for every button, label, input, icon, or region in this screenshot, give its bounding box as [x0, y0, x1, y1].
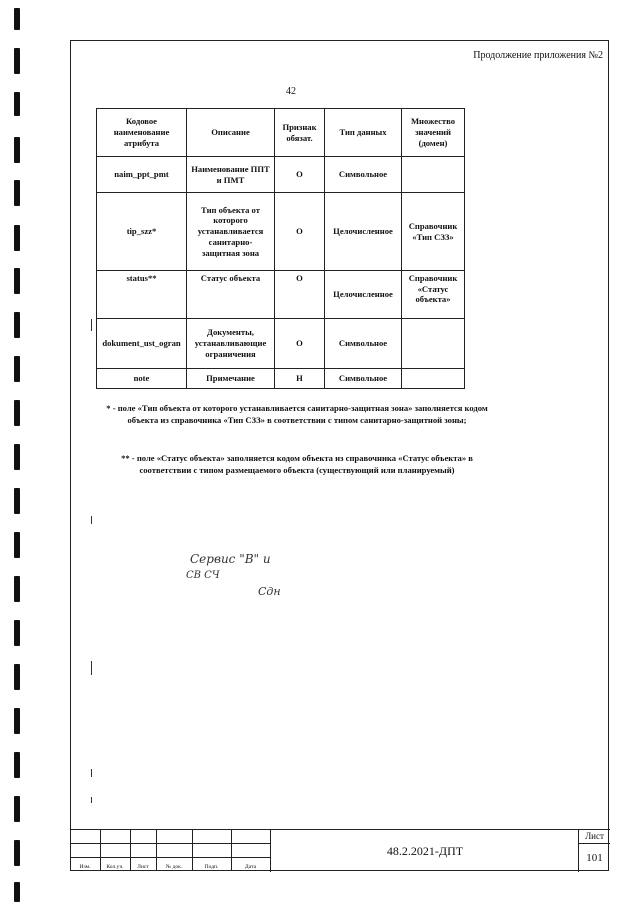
- footnote-2: ** - поле «Статус объекта» заполняется кодом объекта из справочника «Статус объекта» в соответствии с типом размещаемого объекта (существующий или планируемый): [121, 453, 473, 476]
- header-mandatory: Признак обязат.: [275, 109, 325, 157]
- attribute-table: [96, 108, 465, 389]
- cell-code: dokument_ust_ogran: [97, 319, 187, 369]
- cell-code: status**: [97, 271, 187, 319]
- footnote-1: * - поле «Тип объекта от которого устанавливается санитарно-защитная зона» заполняется кодом объекта из справочника «Тип СЗЗ» в соответствии с типом санитарно-защитной зоны;: [106, 403, 488, 426]
- label-sheet: Лист: [137, 864, 149, 870]
- header-domain: Множество значений (домен): [402, 109, 465, 157]
- sheet-box: [578, 829, 610, 872]
- table-row: [97, 193, 465, 271]
- label-count: Кол.уч.: [106, 864, 124, 870]
- cell-domain: [402, 369, 465, 389]
- label-date: Дата: [244, 864, 257, 870]
- document-code: 48.2.2021-ДПТ: [270, 829, 579, 872]
- cell-code: note: [97, 369, 187, 389]
- cell-domain: Справочник «Тип СЗЗ»: [402, 193, 465, 271]
- cell-data-type: Символьное: [325, 369, 402, 389]
- cell-description: Наименование ППТ и ПМТ: [187, 157, 275, 193]
- table-row: [97, 157, 465, 193]
- cell-data-type: Символьное: [325, 157, 402, 193]
- table-row: [97, 319, 465, 369]
- table-row: [97, 369, 465, 389]
- cell-domain: [402, 157, 465, 193]
- label-signature: Подп.: [204, 864, 219, 870]
- cell-description: Документы, устанавливающие ограничения: [187, 319, 275, 369]
- sheet-label: Лист: [579, 830, 610, 844]
- cell-code: naim_ppt_pmt: [97, 157, 187, 193]
- title-block: [70, 829, 609, 871]
- cell-data-type: Символьное: [325, 319, 402, 369]
- header-data-type: Тип данных: [325, 109, 402, 157]
- header-code: Кодовое наименование атрибута: [97, 109, 187, 157]
- cell-code: tip_szz*: [97, 193, 187, 271]
- cell-mandatory: О: [275, 157, 325, 193]
- cell-data-type: Целочисленное: [325, 193, 402, 271]
- cell-description: Примечание: [187, 369, 275, 389]
- cell-description: Статус объекта: [187, 271, 275, 319]
- table-row: [97, 271, 465, 319]
- sheet-number: 101: [586, 852, 603, 864]
- cell-domain: [402, 319, 465, 369]
- cell-mandatory: О: [275, 193, 325, 271]
- label-doc-number: № док.: [165, 864, 183, 870]
- cell-domain: Справочник «Статус объекта»: [402, 271, 465, 319]
- appendix-label: Продолжение приложения №2: [473, 50, 603, 61]
- cell-description: Тип объекта от которого устанавливается санитарно-защитная зона: [187, 193, 275, 271]
- cell-data-type: Целочисленное: [325, 271, 402, 319]
- title-block-grid: [70, 829, 270, 871]
- cell-mandatory: О: [275, 271, 325, 319]
- header-description: Описание: [187, 109, 275, 157]
- cell-mandatory: Н: [275, 369, 325, 389]
- page-number: 42: [286, 86, 296, 97]
- table-header-row: [97, 109, 465, 157]
- cell-mandatory: О: [275, 319, 325, 369]
- label-change: Изм.: [79, 864, 91, 870]
